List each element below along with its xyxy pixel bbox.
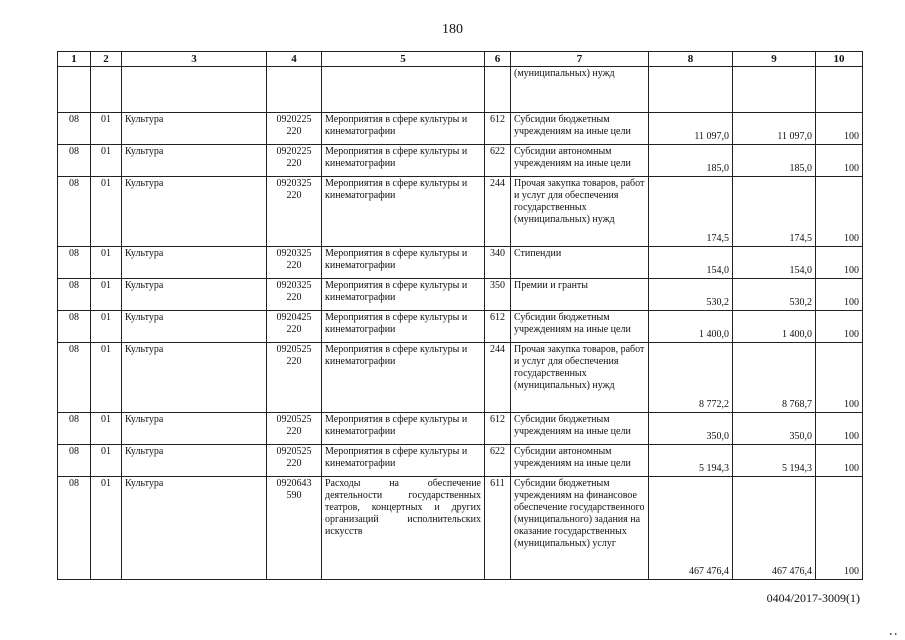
cell-executed: 174,5 (733, 177, 816, 247)
cell-activity: Мероприятия в сфере культуры и кинематографии (322, 113, 485, 145)
cell-section: 08 (58, 311, 91, 343)
cell-activity: Мероприятия в сфере культуры и кинематографии (322, 343, 485, 413)
cell-expense-type: 611 (485, 477, 511, 580)
cell-expense-name: Субсидии бюджетным учреждениям на финансовое обеспечение государственного (муниципального) задания на оказание государственных (муниципальных) услуг (511, 477, 649, 580)
cell-section: 08 (58, 343, 91, 413)
header-col-10: 10 (816, 52, 863, 67)
table-row (58, 279, 863, 311)
cell-section: 08 (58, 177, 91, 247)
cell-target-article (267, 145, 322, 177)
cell-executed: 530,2 (733, 279, 816, 311)
cell-target-article (267, 67, 322, 113)
cell-activity: Мероприятия в сфере культуры и кинематографии (322, 413, 485, 445)
cell-target-subcode: 220 (286, 260, 302, 271)
cell-name: Культура (122, 477, 267, 580)
cell-executed: 350,0 (733, 413, 816, 445)
cell-target-subcode: 220 (286, 324, 302, 335)
cell-target-code: 0920525 (276, 414, 312, 425)
cell-executed: 154,0 (733, 247, 816, 279)
cell-expense-type (485, 67, 511, 113)
cell-target-code: 0920325 (276, 178, 312, 189)
cell-target-code: 0920225 (276, 146, 312, 157)
cell-executed: 185,0 (733, 145, 816, 177)
cell-subsection: 01 (91, 113, 122, 145)
header-col-7: 7 (511, 52, 649, 67)
table-row (58, 177, 863, 247)
cell-expense-type: 350 (485, 279, 511, 311)
cell-percent (816, 67, 863, 113)
cell-executed: 11 097,0 (733, 113, 816, 145)
cell-planned: 174,5 (649, 177, 733, 247)
cell-expense-name: Прочая закупка товаров, работ и услуг для обеспечения государственных (муниципальных) нужд (511, 343, 649, 413)
table-row (58, 413, 863, 445)
cell-section: 08 (58, 477, 91, 580)
document-code: 0404/2017-3009(1) (766, 591, 860, 605)
cell-target-code: 0920325 (276, 280, 312, 291)
cell-expense-name: Субсидии автономным учреждениям на иные цели (511, 145, 649, 177)
cell-target-subcode: 220 (286, 292, 302, 303)
cell-subsection: 01 (91, 177, 122, 247)
cell-section: 08 (58, 113, 91, 145)
cell-planned: 11 097,0 (649, 113, 733, 145)
cell-expense-type: 612 (485, 311, 511, 343)
cell-target-article (267, 311, 322, 343)
cell-percent: 100 (816, 145, 863, 177)
table-row (58, 311, 863, 343)
cell-target-subcode: 220 (286, 158, 302, 169)
cell-target-article (267, 113, 322, 145)
cell-section: 08 (58, 145, 91, 177)
cell-expense-name: Субсидии автономным учреждениям на иные цели (511, 445, 649, 477)
cell-planned: 8 772,2 (649, 343, 733, 413)
header-col-2: 2 (91, 52, 122, 67)
cell-target-subcode: 590 (286, 490, 302, 501)
cell-activity (322, 67, 485, 113)
header-col-4: 4 (267, 52, 322, 67)
cell-subsection: 01 (91, 343, 122, 413)
cell-subsection: 01 (91, 413, 122, 445)
cell-planned: 350,0 (649, 413, 733, 445)
cell-section: 08 (58, 445, 91, 477)
cell-expense-name: Премии и гранты (511, 279, 649, 311)
cell-expense-name: (муниципальных) нужд (511, 67, 649, 113)
cell-subsection: 01 (91, 445, 122, 477)
cell-expense-type: 612 (485, 113, 511, 145)
cell-activity: Мероприятия в сфере культуры и кинематографии (322, 145, 485, 177)
cell-target-code: 0920643 (276, 478, 312, 489)
cell-target-subcode: 220 (286, 126, 302, 137)
table-row (58, 343, 863, 413)
cell-subsection (91, 67, 122, 113)
cell-planned: 185,0 (649, 145, 733, 177)
corner-mark: • • (889, 630, 897, 639)
cell-target-subcode: 220 (286, 458, 302, 469)
cell-section: 08 (58, 279, 91, 311)
cell-subsection: 01 (91, 311, 122, 343)
cell-activity: Мероприятия в сфере культуры и кинематографии (322, 247, 485, 279)
cell-name: Культура (122, 343, 267, 413)
cell-planned: 154,0 (649, 247, 733, 279)
page-number: 180 (442, 22, 463, 37)
cell-target-code: 0920525 (276, 446, 312, 457)
cell-expense-type: 622 (485, 145, 511, 177)
cell-target-code: 0920325 (276, 248, 312, 259)
cell-expense-name: Субсидии бюджетным учреждениям на иные цели (511, 113, 649, 145)
cell-activity: Расходы на обеспечение деятельности государственных театров, концертных и других организаций исполнительских искусств (322, 477, 485, 580)
cell-expense-type: 244 (485, 177, 511, 247)
cell-percent: 100 (816, 311, 863, 343)
cell-subsection: 01 (91, 279, 122, 311)
cell-target-subcode: 220 (286, 426, 302, 437)
cell-expense-type: 622 (485, 445, 511, 477)
header-col-6: 6 (485, 52, 511, 67)
cell-planned: 5 194,3 (649, 445, 733, 477)
cell-target-article (267, 477, 322, 580)
header-col-1: 1 (58, 52, 91, 67)
cell-percent: 100 (816, 477, 863, 580)
cell-name: Культура (122, 311, 267, 343)
cell-target-code: 0920525 (276, 344, 312, 355)
cell-target-article (267, 445, 322, 477)
cell-planned: 467 476,4 (649, 477, 733, 580)
cell-executed: 8 768,7 (733, 343, 816, 413)
cell-expense-type: 340 (485, 247, 511, 279)
cell-executed: 467 476,4 (733, 477, 816, 580)
cell-target-article (267, 177, 322, 247)
header-col-3: 3 (122, 52, 267, 67)
cell-name (122, 67, 267, 113)
cell-name: Культура (122, 279, 267, 311)
cell-expense-name: Субсидии бюджетным учреждениям на иные цели (511, 311, 649, 343)
cell-target-subcode: 220 (286, 190, 302, 201)
cell-executed: 5 194,3 (733, 445, 816, 477)
cell-target-article (267, 247, 322, 279)
cell-target-article (267, 279, 322, 311)
table-row (58, 113, 863, 145)
cell-percent: 100 (816, 445, 863, 477)
header-col-8: 8 (649, 52, 733, 67)
cell-section: 08 (58, 413, 91, 445)
cell-expense-name: Стипендии (511, 247, 649, 279)
table-row (58, 477, 863, 580)
table-row (58, 145, 863, 177)
cell-percent: 100 (816, 247, 863, 279)
cell-target-code: 0920225 (276, 114, 312, 125)
cell-expense-type: 244 (485, 343, 511, 413)
cell-subsection: 01 (91, 477, 122, 580)
cell-executed (733, 67, 816, 113)
cell-expense-name: Прочая закупка товаров, работ и услуг для обеспечения государственных (муниципальных) нужд (511, 177, 649, 247)
cell-executed: 1 400,0 (733, 311, 816, 343)
cell-percent: 100 (816, 343, 863, 413)
table-row (58, 445, 863, 477)
cell-expense-name: Субсидии бюджетным учреждениям на иные цели (511, 413, 649, 445)
cell-target-article (267, 413, 322, 445)
budget-table (57, 51, 863, 580)
cell-name: Культура (122, 145, 267, 177)
cell-activity: Мероприятия в сфере культуры и кинематографии (322, 445, 485, 477)
cell-activity: Мероприятия в сфере культуры и кинематографии (322, 311, 485, 343)
cell-activity: Мероприятия в сфере культуры и кинематографии (322, 279, 485, 311)
cell-name: Культура (122, 247, 267, 279)
cell-percent: 100 (816, 177, 863, 247)
cell-percent: 100 (816, 413, 863, 445)
cell-percent: 100 (816, 279, 863, 311)
cell-name: Культура (122, 445, 267, 477)
cell-planned (649, 67, 733, 113)
cell-target-article (267, 343, 322, 413)
cell-activity: Мероприятия в сфере культуры и кинематографии (322, 177, 485, 247)
cell-percent: 100 (816, 113, 863, 145)
header-row (58, 52, 863, 67)
table-row (58, 67, 863, 113)
cell-name: Культура (122, 177, 267, 247)
header-col-9: 9 (733, 52, 816, 67)
header-col-5: 5 (322, 52, 485, 67)
cell-name: Культура (122, 413, 267, 445)
table-row (58, 247, 863, 279)
cell-subsection: 01 (91, 247, 122, 279)
cell-section: 08 (58, 247, 91, 279)
cell-subsection: 01 (91, 145, 122, 177)
cell-target-subcode: 220 (286, 356, 302, 367)
cell-target-code: 0920425 (276, 312, 312, 323)
cell-section (58, 67, 91, 113)
cell-planned: 530,2 (649, 279, 733, 311)
cell-planned: 1 400,0 (649, 311, 733, 343)
cell-expense-type: 612 (485, 413, 511, 445)
cell-name: Культура (122, 113, 267, 145)
